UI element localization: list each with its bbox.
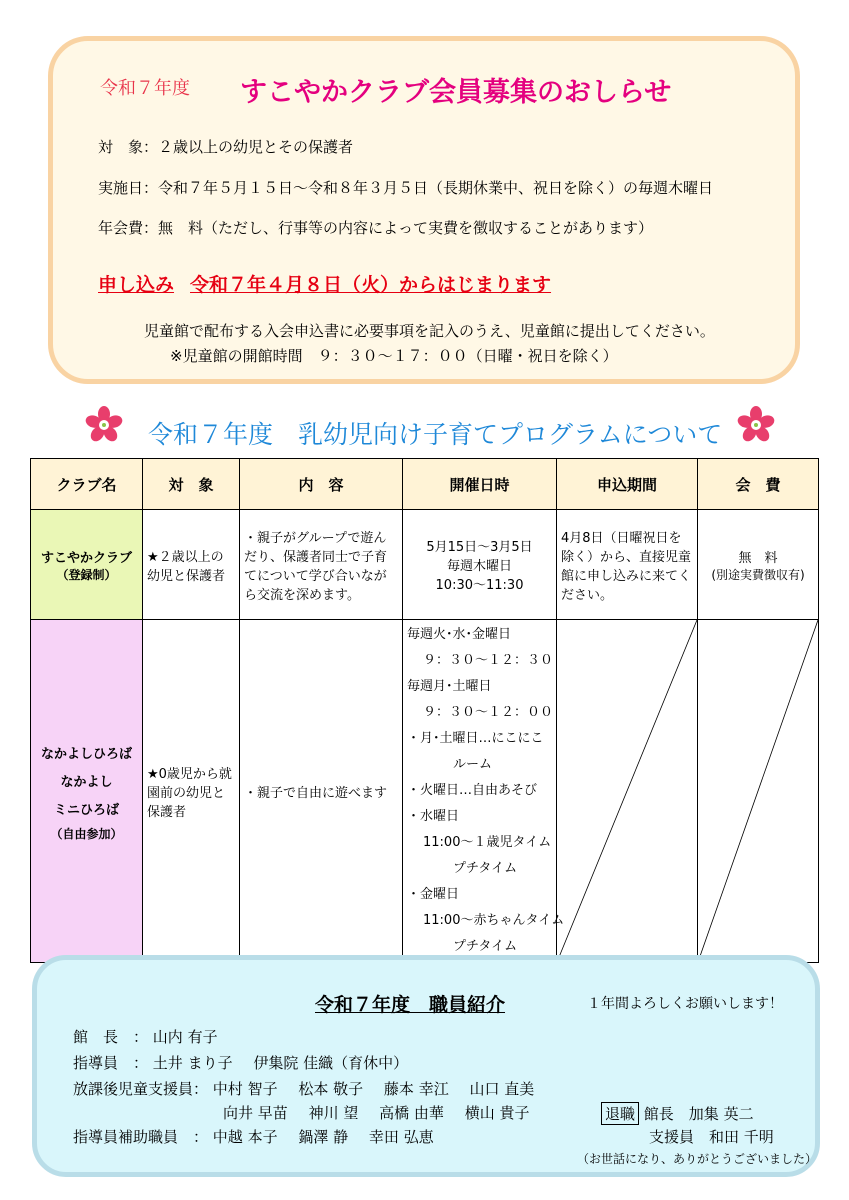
staff-thanks: １年間よろしくお願いします！ [587, 996, 783, 1012]
staff-after-school: 放課後児童支援員： 中村 智子 松本 敬子 藤本 幸江 山口 直美 [73, 1080, 535, 1098]
header-apply: 申込期間 [557, 459, 698, 510]
fee-cell: 無 料 (別途実費徴収有) [698, 510, 819, 620]
staff-retired-2: 支援員 和田 千明 [649, 1128, 774, 1146]
club-nakayoshi: なかよしひろば なかよし ミニひろば （自由参加） [31, 620, 143, 963]
staff-assist: 指導員補助職員 ： 中越 本子 鍋澤 静 幸田 弘恵 [73, 1128, 434, 1146]
staff-title: 令和７年度 職員紹介 [315, 994, 506, 1016]
club-sukoyaka: すこやかクラブ （登録制） [31, 510, 143, 620]
notice-era: 令和７年度 [100, 78, 190, 99]
notice-title: すこやかクラブ会員募集のおしらせ [240, 77, 672, 108]
sakura-right-icon [736, 405, 776, 445]
apply-cell-empty [557, 620, 698, 963]
header-fee: 会 費 [698, 459, 819, 510]
notice-instruction: 児童館で配布する入会申込書に必要事項を記入のうえ、児童館に提出してください。 [144, 322, 715, 340]
staff-leader: 指導員 ： 土井 まり子 伊集院 佳織（育休中） [73, 1054, 409, 1072]
content-cell: ・親子がグループで遊んだり、保護者同士で子育てについて学び合いながら交流を深めます。 [240, 510, 403, 620]
program-title: 令和７年度 乳幼児向け子育てプログラムについて [148, 420, 723, 449]
content-cell: ・親子で自由に遊べます [240, 620, 403, 963]
apply-cell: 4月8日（日曜祝日を除く）から、直接児童館に申し込みに来てください。 [557, 510, 698, 620]
target-cell: ★２歳以上の幼児と保護者 [143, 510, 240, 620]
header-target: 対 象 [143, 459, 240, 510]
header-club: クラブ名 [31, 459, 143, 510]
schedule-cell: 毎週火･水･金曜日 ９：３０～１２：３０ 毎週月･土曜日 ９：３０～１２：００ ・月･土曜日…にこにこ ルーム ・火曜日…自由あそび ・水曜日 11:00～１歳児タイム プチタイム ・金曜日 11:00～赤ちゃんタイム プチタイム [403, 620, 557, 963]
date-cell: 5月15日～3月5日 毎週木曜日 10:30～11:30 [403, 510, 557, 620]
staff-retired: 退職 館長 加集 英二 [601, 1102, 754, 1125]
notice-fee: 年会費：無 料（ただし、行事等の内容によって実費を徴収することがあります） [98, 219, 654, 237]
staff-director: 館 長 ： 山内 有子 [73, 1028, 218, 1046]
sakura-left-icon [84, 405, 124, 445]
table-header-row [31, 459, 819, 510]
target-cell: ★0歳児から就園前の幼児と保護者 [143, 620, 240, 963]
notice-hours: ※児童館の開館時間 ９：３０～１７：００（日曜・祝日を除く） [170, 347, 618, 365]
staff-farewell: （お世話になり、ありがとうございました） [577, 1152, 818, 1166]
table-row [31, 510, 819, 620]
table-row [31, 620, 819, 963]
notice-apply: 申し込み 令和７年４月８日（火）からはじまります [98, 274, 552, 296]
staff-after-school-2: 向井 早苗 神川 望 高橋 由華 横山 貴子 [223, 1104, 530, 1122]
notice-period: 実施日：令和７年５月１５日～令和８年３月５日（長期休業中、祝日を除く）の毎週木曜日 [98, 179, 714, 197]
program-table [30, 458, 819, 963]
header-date: 開催日時 [403, 459, 557, 510]
staff-box [32, 955, 820, 1177]
notice-target: 対 象：２歳以上の幼児とその保護者 [98, 138, 354, 156]
header-content: 内 容 [240, 459, 403, 510]
fee-cell-empty [698, 620, 819, 963]
